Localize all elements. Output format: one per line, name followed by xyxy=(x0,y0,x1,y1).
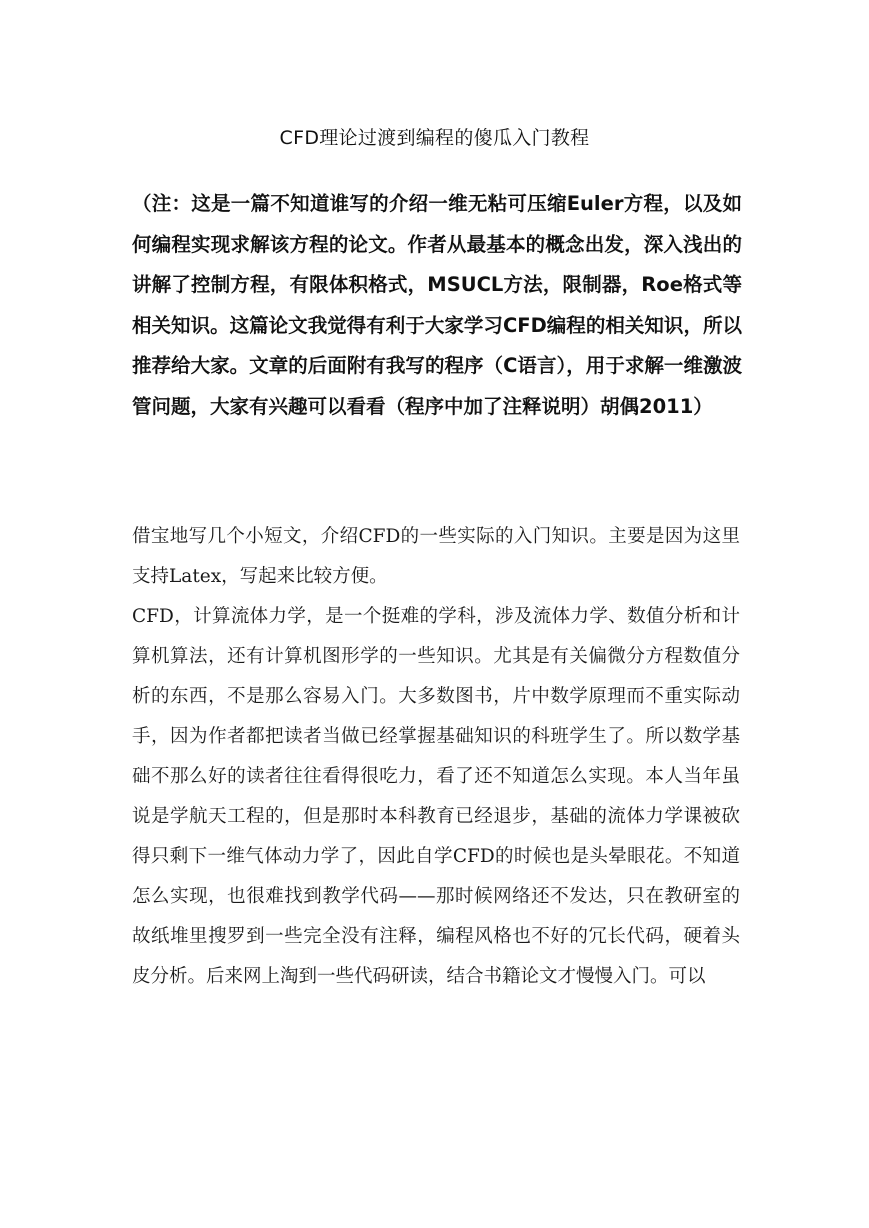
document-title: CFD理论过渡到编程的傻瓜入门教程 xyxy=(279,127,590,149)
paragraph-cfd: CFD，计算流体力学，是一个挺难的学科，涉及流体力学、数值分析和计算机算法，还有计算机图形学的一些知识。尤其是有关偏微分方程数值分析的东西，不是那么容易入门。大多数图书，片中数学原理而不重实际动手，因为作者都把读者当做已经掌握基础知识的科班学生了。所以数学基础不那么好的读者往往看得很吃力，看了还不知道怎么实现。本人当年虽说是学航天工程的，但是那时本科教育已经退步，基础的流体力学课被砍得只剩下一维气体动力学了，因此自学CFD的时候也是头晕眼花。不知道怎么实现，也很难找到教学代码——那时候网络还不发达，只在教研室的故纸堆里搜罗到一些完全没有注释，编程风格也不好的冗长代码，硬着头皮分析。后来网上淘到一些代码研读，结合书籍论文才慢慢入门。可以 xyxy=(132,606,740,987)
editor-note: （注：这是一篇不知道谁写的介绍一维无粘可压缩Euler方程，以及如何编程实现求解该方程的论文。作者从最基本的概念出发，深入浅出的讲解了控制方程，有限体积格式，MSUCL方法，限制器，Roe格式等相关知识。这篇论文我觉得有利于大家学习CFD编程的相关知识，所以推荐给大家。文章的后面附有我写的程序（C语言），用于求解一维激波管问题，大家有兴趣可以看看（程序中加了注释说明）胡偶2011） xyxy=(132,192,742,418)
paragraph-intro: 借宝地写几个小短文，介绍CFD的一些实际的入门知识。主要是因为这里支持Latex，写起来比较方便。 xyxy=(132,526,740,587)
